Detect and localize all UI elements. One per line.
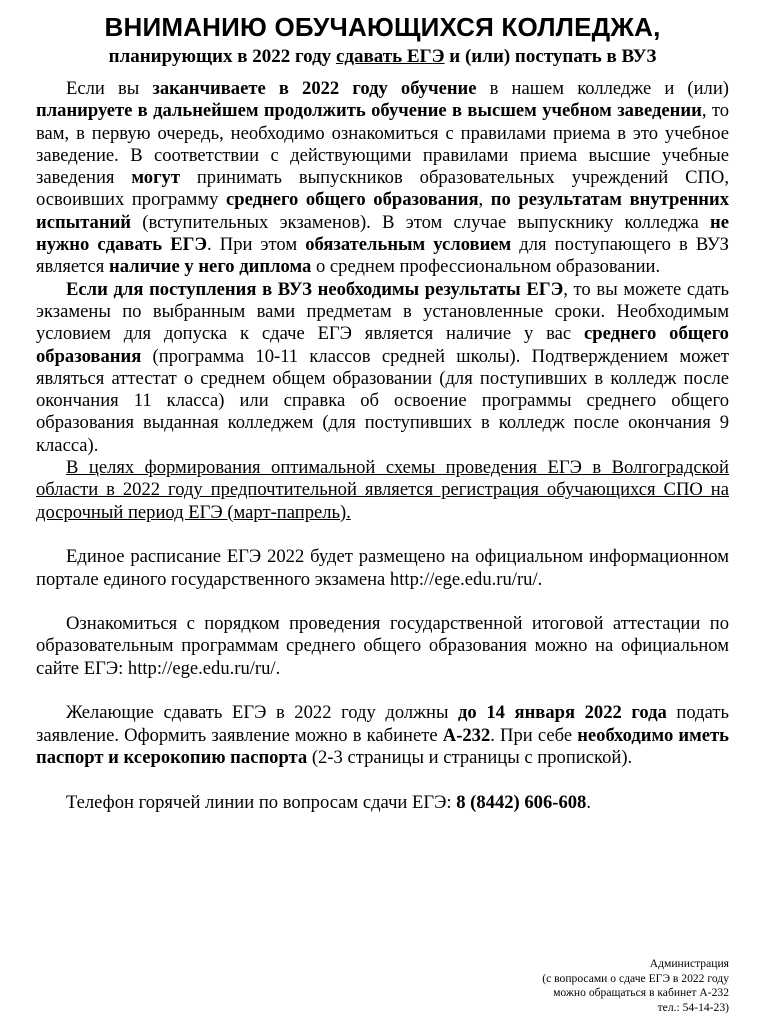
- subtitle-underlined: сдавать ЕГЭ: [335, 46, 445, 67]
- bold-text: заканчиваете в 2022 году обучение: [152, 78, 477, 99]
- hotline-phone: 8 (8442) 606-608: [456, 791, 587, 813]
- bold-text: необходимо иметь паспорт и ксерокопию паспорта: [36, 724, 729, 768]
- bold-text: среднего общего образования: [36, 323, 729, 367]
- bold-text: Если для поступления в ВУЗ необходимы результаты ЕГЭ: [66, 278, 564, 300]
- bold-text: не нужно сдавать ЕГЭ: [36, 211, 729, 256]
- bold-text: могут: [131, 167, 180, 189]
- administration-note: [542, 957, 729, 1015]
- text: подать заявление. Оформить заявление можно в кабинете: [36, 702, 729, 746]
- paragraph-early-registration: В целях формирования оптимальной схемы проведения ЕГЭ в Волгоградской области в 2022 году предпочтительной является регистрация обучающихся СПО на досрочный период ЕГЭ (март-папрель).: [36, 457, 729, 523]
- paragraph-hotline: [36, 792, 729, 814]
- text: (вступительных экзаменов). В этом случае выпускнику колледжа: [131, 211, 711, 233]
- bold-text: наличие у него диплома: [108, 256, 312, 278]
- text: ,: [478, 189, 491, 211]
- admin-line: можно обращаться в кабинет А-232: [553, 986, 729, 1000]
- admin-line: Администрация: [649, 957, 729, 970]
- text: о среднем профессиональном образовании.: [311, 256, 661, 278]
- paragraph-application: [36, 702, 729, 769]
- admin-line: тел.: 54-14-23): [657, 1000, 729, 1014]
- text: для поступающего в ВУЗ является: [36, 234, 730, 278]
- bold-text: А-232: [442, 724, 491, 746]
- subtitle-text-2: и (или) поступать в ВУЗ: [444, 46, 657, 67]
- bold-text: обязательным условием: [305, 234, 512, 256]
- text: (программа 10-11 классов средней школы). Подтверждением может являться аттестат о среднем общем образовании (для поступивших в колледж после окончания 11 класса) или справка об освоение программы среднего общего образования выданная колледжем (для поступивших в колледж после окончания 9 класса).: [36, 345, 729, 456]
- subtitle-text-1: планирующих в 2022 году: [108, 46, 336, 67]
- bold-text: среднего общего образования: [226, 189, 479, 211]
- bold-text: по результатам внутренних испытаний: [36, 189, 730, 233]
- text: Телефон горячей линии по вопросам сдачи ЕГЭ:: [66, 791, 457, 813]
- paragraph-graduation: [36, 78, 729, 279]
- text: в нашем колледже и (или): [476, 78, 729, 99]
- paragraph-ege-results: [36, 279, 729, 457]
- text: принимать выпускников образовательных учреждений СПО, освоивших программу: [36, 167, 729, 211]
- admin-line: (с вопросами о сдаче ЕГЭ в 2022 году: [542, 971, 729, 985]
- bold-text: до 14 января 2022 года: [458, 702, 667, 724]
- page-title: ВНИМАНИЮ ОБУЧАЮЩИХСЯ КОЛЛЕДЖА,: [104, 12, 661, 42]
- text: Желающие сдавать ЕГЭ в 2022 году должны: [66, 702, 459, 724]
- text: , то вам, в первую очередь, необходимо ознакомиться с правилами приема в это учебное заведение. В соответствии с действующими правилами приема высшие учебные заведения: [36, 100, 729, 189]
- paragraph-procedure: Ознакомиться с порядком проведения государственной итоговой аттестации по образовательным программам среднего общего образования можно на официальном сайте ЕГЭ: http://ege.edu.ru/ru/.: [36, 613, 729, 679]
- text: (2-3 страницы и страницы с пропиской).: [307, 746, 633, 768]
- text: , то вы можете сдать экзамены по выбранным вами предметам в установленные сроки. Необходимым условием для допуска к сдаче ЕГЭ является наличие у вас: [36, 278, 729, 345]
- text: . При этом: [207, 234, 306, 256]
- text: Если вы: [66, 78, 153, 99]
- text: . При себе: [490, 724, 578, 746]
- text: .: [586, 791, 592, 813]
- page-subtitle: [36, 46, 729, 68]
- paragraph-schedule: Единое расписание ЕГЭ 2022 будет размещено на официальном информационном портале единого государственного экзамена http://ege.edu.ru/ru/.: [36, 546, 729, 590]
- bold-text: планируете в дальнейшем продолжить обучение в высшем учебном заведении: [36, 100, 702, 122]
